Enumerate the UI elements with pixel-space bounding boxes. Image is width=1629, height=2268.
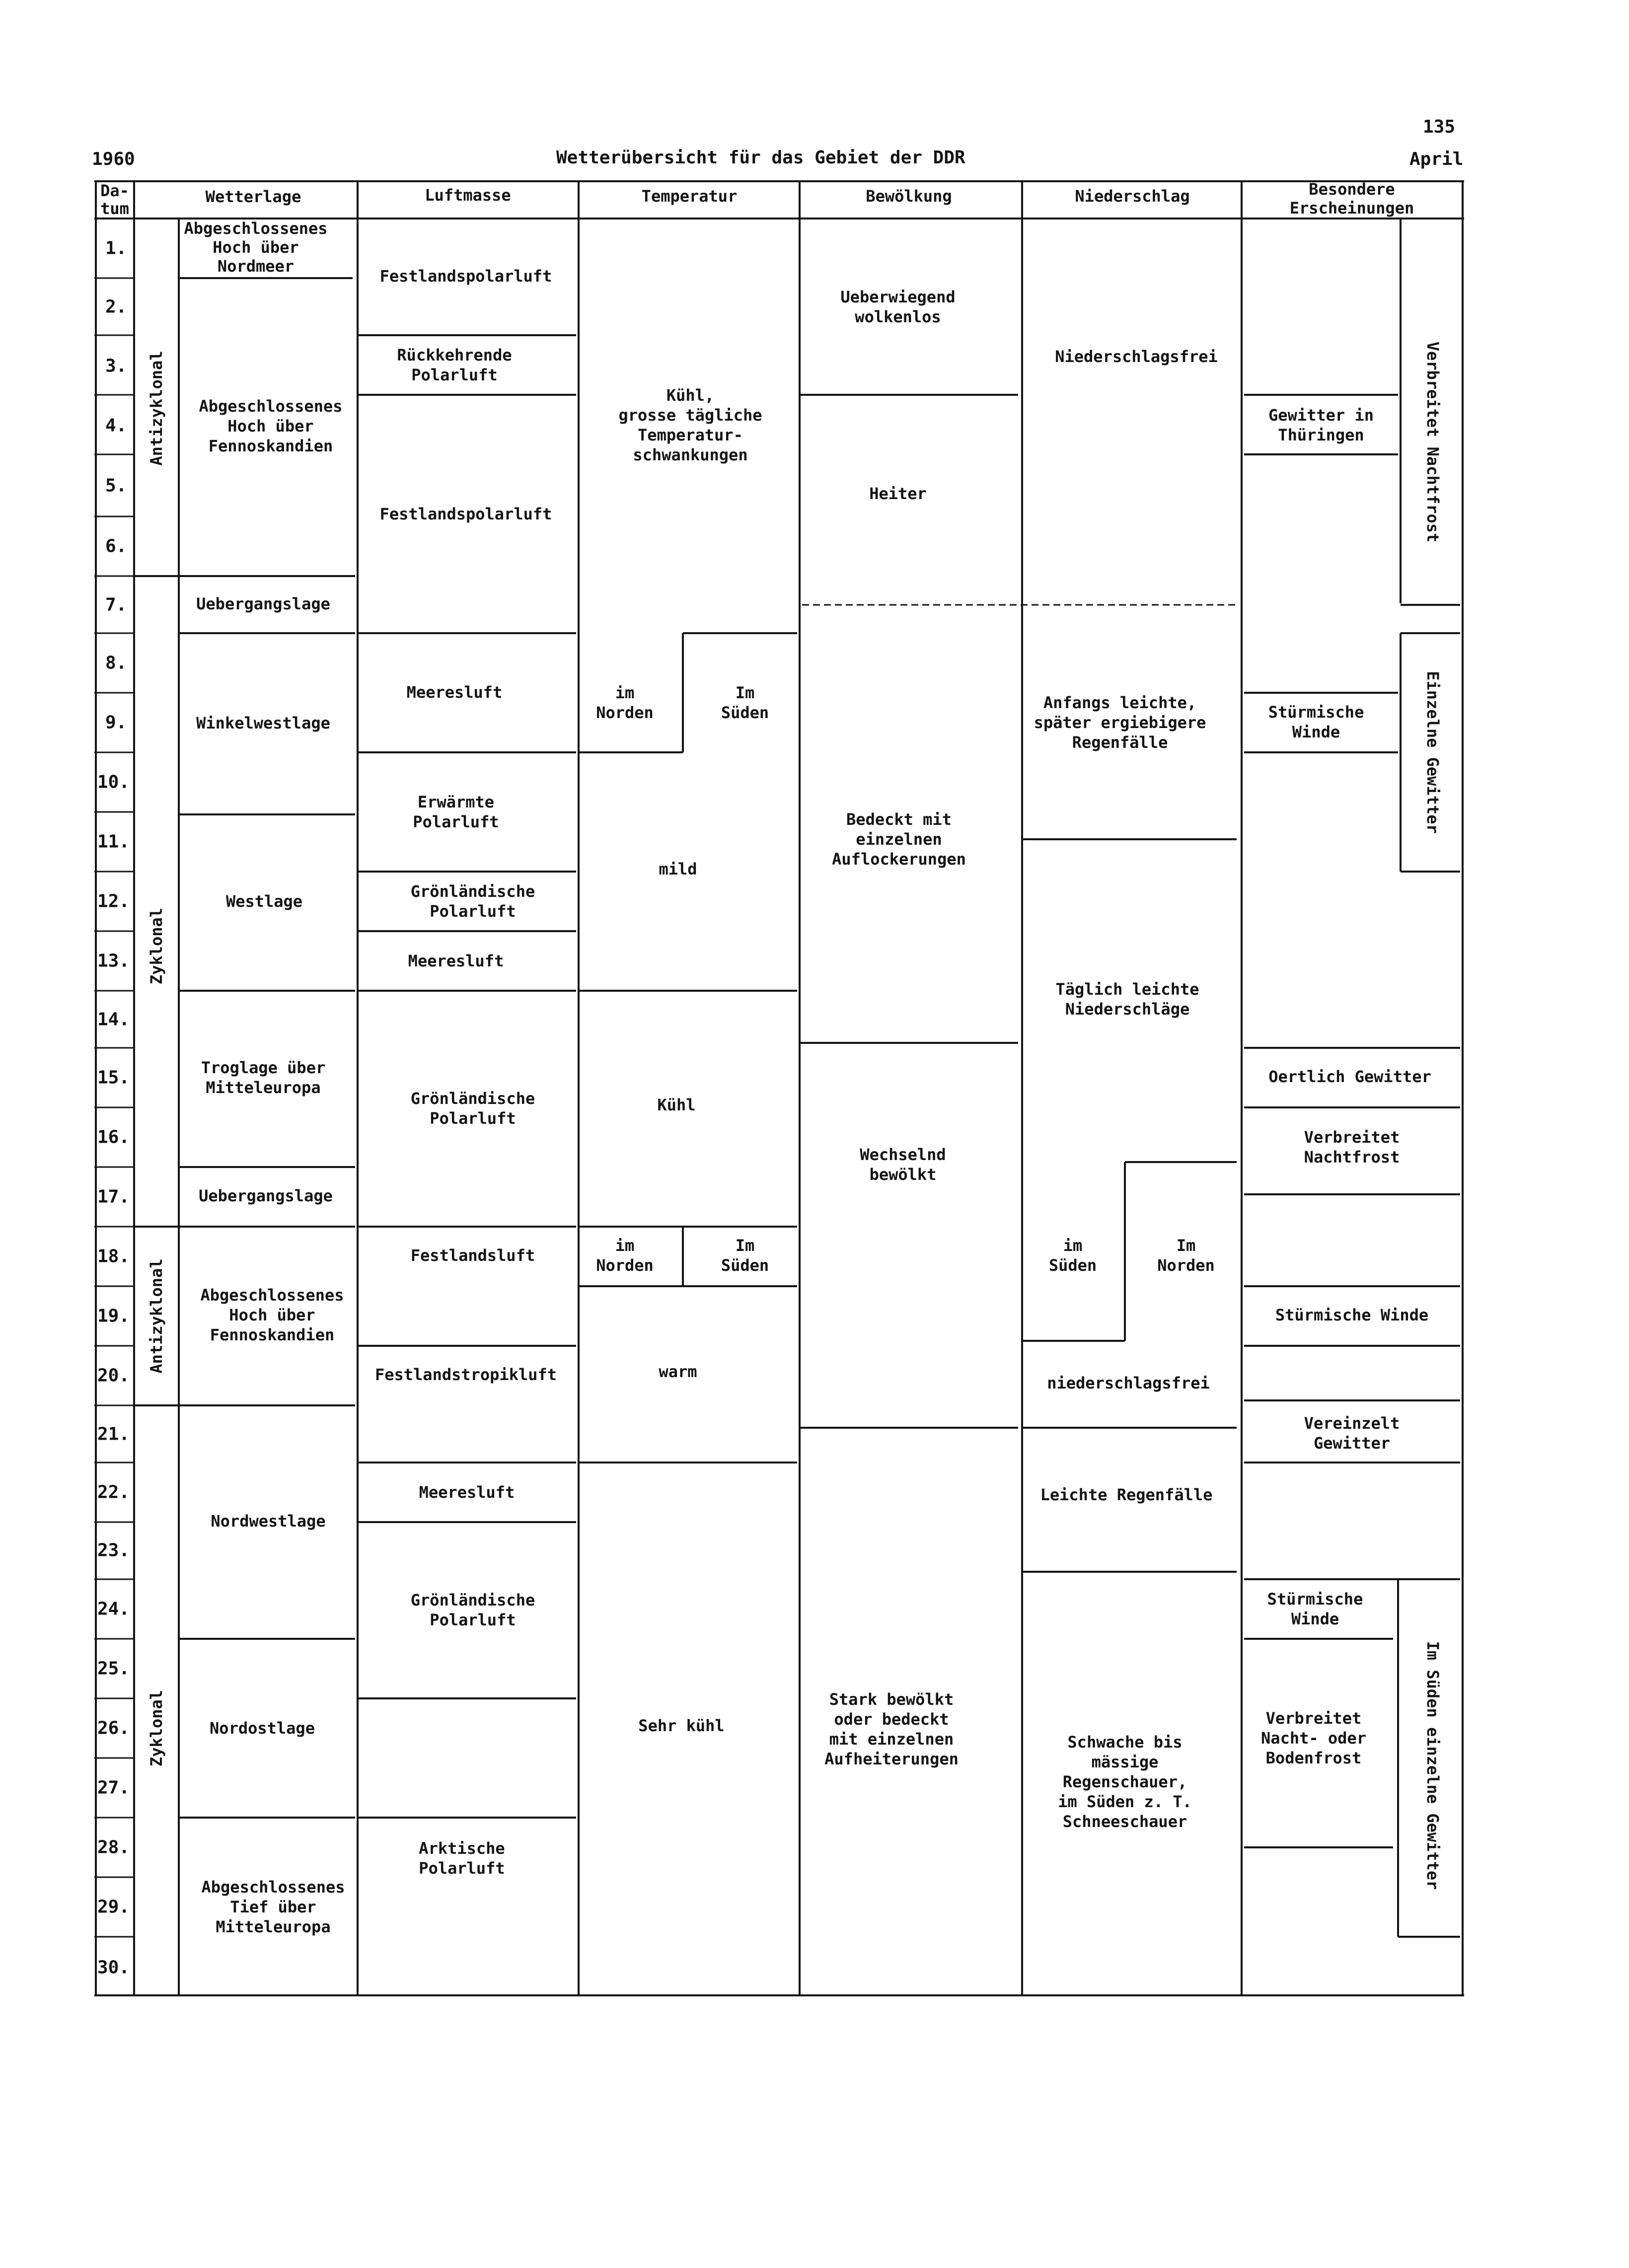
year-label: 1960 xyxy=(92,149,135,169)
date-cell: 7. xyxy=(105,594,127,615)
regime-label: Antizyklonal xyxy=(147,351,166,466)
bewoelkung-cell: Stark bewölkt oder bedeckt mit einzelnen Aufheiterungen xyxy=(824,1690,959,1768)
date-cell: 30. xyxy=(97,1957,130,1978)
date-cell: 9. xyxy=(105,712,127,733)
besondere-cell: Verbreitet Nachtfrost xyxy=(1304,1128,1400,1167)
niederschlag-cell: niederschlagsfrei xyxy=(1047,1374,1210,1392)
col-header-bewoelkung: Bewölkung xyxy=(866,187,952,206)
regime-label: Zyklonal xyxy=(147,1689,166,1767)
date-cell: 15. xyxy=(97,1067,130,1088)
page-number: 135 xyxy=(1423,117,1456,137)
bewoelkung-cell: Bedeckt mit einzelnen Auflockerungen xyxy=(832,810,966,869)
besondere-cell: Stürmische Winde xyxy=(1267,1590,1363,1628)
month-label: April xyxy=(1409,149,1464,169)
niederschlag-cell: Anfangs leichte, später ergiebigere Regenfälle xyxy=(1034,693,1206,752)
luftmasse-cell: Festlandsluft xyxy=(410,1246,535,1265)
wetterlage-cell: Abgeschlossenes Hoch über Fennoskandien xyxy=(200,1286,344,1344)
date-cell: 8. xyxy=(105,653,127,673)
date-cell: 4. xyxy=(105,415,127,436)
besondere-cell: Stürmische Winde xyxy=(1275,1306,1429,1324)
date-cell: 2. xyxy=(105,296,127,317)
date-cell: 6. xyxy=(105,536,127,557)
besondere-vertical: Verbreitet Nachtfrost xyxy=(1423,341,1442,543)
besondere-vertical: Einzelne Gewitter xyxy=(1423,671,1442,834)
luftmasse-cell: Meeresluft xyxy=(406,683,503,702)
date-cell: 24. xyxy=(97,1599,130,1619)
besondere-cell: Verbreitet Nacht- oder Bodenfrost xyxy=(1261,1709,1366,1767)
niederschlag-cell: Niederschlagsfrei xyxy=(1055,347,1218,366)
luftmasse-cell: Festlandspolarluft xyxy=(379,505,552,523)
date-cell: 17. xyxy=(97,1186,130,1207)
wetterlage-cell: Abgeschlossenes Tief über Mitteleuropa xyxy=(201,1878,345,1936)
temperatur-cell: Sehr kühl xyxy=(638,1716,725,1735)
luftmasse-cell: Festlandspolarluft xyxy=(379,267,552,286)
date-cell: 29. xyxy=(97,1897,130,1917)
wetterlage-cell: Westlage xyxy=(225,892,303,911)
luftmasse-cell: Meeresluft xyxy=(408,951,504,970)
temperatur-cell: Im Süden xyxy=(721,1236,769,1275)
wetterlage-cell: Abgeschlossenes Hoch über Fennoskandien xyxy=(199,397,343,455)
luftmasse-cell: Grönländische Polarluft xyxy=(410,1089,535,1128)
temperatur-cell: Kühl, grosse tägliche Temperatur- schwankungen xyxy=(618,386,762,464)
besondere-cell: Stürmische Winde xyxy=(1268,703,1364,741)
niederschlag-cell: Leichte Regenfälle xyxy=(1040,1485,1213,1504)
col-header-temperatur: Temperatur xyxy=(641,187,738,206)
bewoelkung-cell: Ueberwiegend wolkenlos xyxy=(840,288,956,326)
niederschlag-cell: Schwache bis mässige Regenschauer, im Süden z. T. Schneeschauer xyxy=(1058,1733,1192,1831)
temperatur-cell: im Norden xyxy=(596,683,654,722)
temperatur-cell: Im Süden xyxy=(721,683,769,722)
date-cell: 1. xyxy=(105,238,127,259)
niederschlag-cell: im Süden xyxy=(1048,1236,1097,1275)
luftmasse-cell: Meeresluft xyxy=(419,1483,515,1502)
col-header-luftmasse: Luftmasse xyxy=(425,186,511,205)
date-cell: 5. xyxy=(105,475,127,496)
date-cell: 10. xyxy=(97,772,130,793)
luftmasse-cell: Arktische Polarluft xyxy=(419,1839,505,1878)
temperatur-cell: mild xyxy=(659,860,697,878)
date-cell: 18. xyxy=(97,1246,130,1267)
col-header-datum: Da- tum xyxy=(100,181,129,218)
besondere-cell: Oertlich Gewitter xyxy=(1268,1067,1431,1086)
col-header-besondere: Besondere Erscheinungen xyxy=(1289,180,1414,218)
date-cell: 28. xyxy=(97,1837,130,1858)
temperatur-cell: im Norden xyxy=(596,1236,654,1275)
date-cell: 21. xyxy=(97,1424,130,1445)
wetterlage-cell: Uebergangslage xyxy=(199,1186,333,1205)
date-cell: 19. xyxy=(97,1306,130,1326)
luftmasse-cell: Grönländische Polarluft xyxy=(410,1591,535,1629)
date-cell: 3. xyxy=(105,356,127,376)
date-cell: 22. xyxy=(97,1482,130,1503)
wetterlage-cell: Nordostlage xyxy=(210,1719,315,1738)
wetterlage-cell: Abgeschlossenes Hoch über Nordmeer xyxy=(184,219,328,276)
bewoelkung-cell: Heiter xyxy=(869,484,927,503)
date-cell: 11. xyxy=(97,831,130,852)
niederschlag-cell: Im Norden xyxy=(1157,1236,1215,1275)
wetterlage-cell: Nordwestlage xyxy=(211,1512,326,1531)
col-header-wetterlage: Wetterlage xyxy=(205,187,301,206)
niederschlag-cell: Täglich leichte Niederschläge xyxy=(1055,980,1199,1019)
besondere-cell: Gewitter in Thüringen xyxy=(1268,406,1374,444)
wetterlage-cell: Troglage über Mitteleuropa xyxy=(201,1058,326,1097)
temperatur-cell: Kühl xyxy=(657,1096,696,1114)
date-cell: 27. xyxy=(97,1777,130,1798)
date-cell: 13. xyxy=(97,951,130,971)
regime-label: Antizyklonal xyxy=(147,1258,166,1374)
besondere-vertical: Im Süden einzelne Gewitter xyxy=(1423,1641,1442,1890)
luftmasse-cell: Festlandstropikluft xyxy=(374,1365,557,1384)
wetterlage-cell: Uebergangslage xyxy=(196,594,330,613)
page-title: Wetterübersicht für das Gebiet der DDR xyxy=(556,147,965,168)
date-cell: 23. xyxy=(97,1540,130,1561)
date-cell: 26. xyxy=(97,1718,130,1739)
luftmasse-cell: Erwärmte Polarluft xyxy=(413,793,499,831)
date-cell: 25. xyxy=(97,1658,130,1679)
bewoelkung-cell: Wechselnd bewölkt xyxy=(860,1145,946,1184)
temperatur-cell: warm xyxy=(659,1362,697,1381)
date-cell: 12. xyxy=(97,891,130,912)
date-cell: 14. xyxy=(97,1009,130,1030)
date-cell: 20. xyxy=(97,1365,130,1386)
luftmasse-cell: Grönländische Polarluft xyxy=(410,882,535,921)
luftmasse-cell: Rückkehrende Polarluft xyxy=(397,346,512,384)
besondere-cell: Vereinzelt Gewitter xyxy=(1304,1414,1400,1453)
regime-label: Zyklonal xyxy=(147,907,166,985)
date-cell: 16. xyxy=(97,1127,130,1148)
wetterlage-cell: Winkelwestlage xyxy=(196,714,330,732)
col-header-niederschlag: Niederschlag xyxy=(1075,187,1190,206)
